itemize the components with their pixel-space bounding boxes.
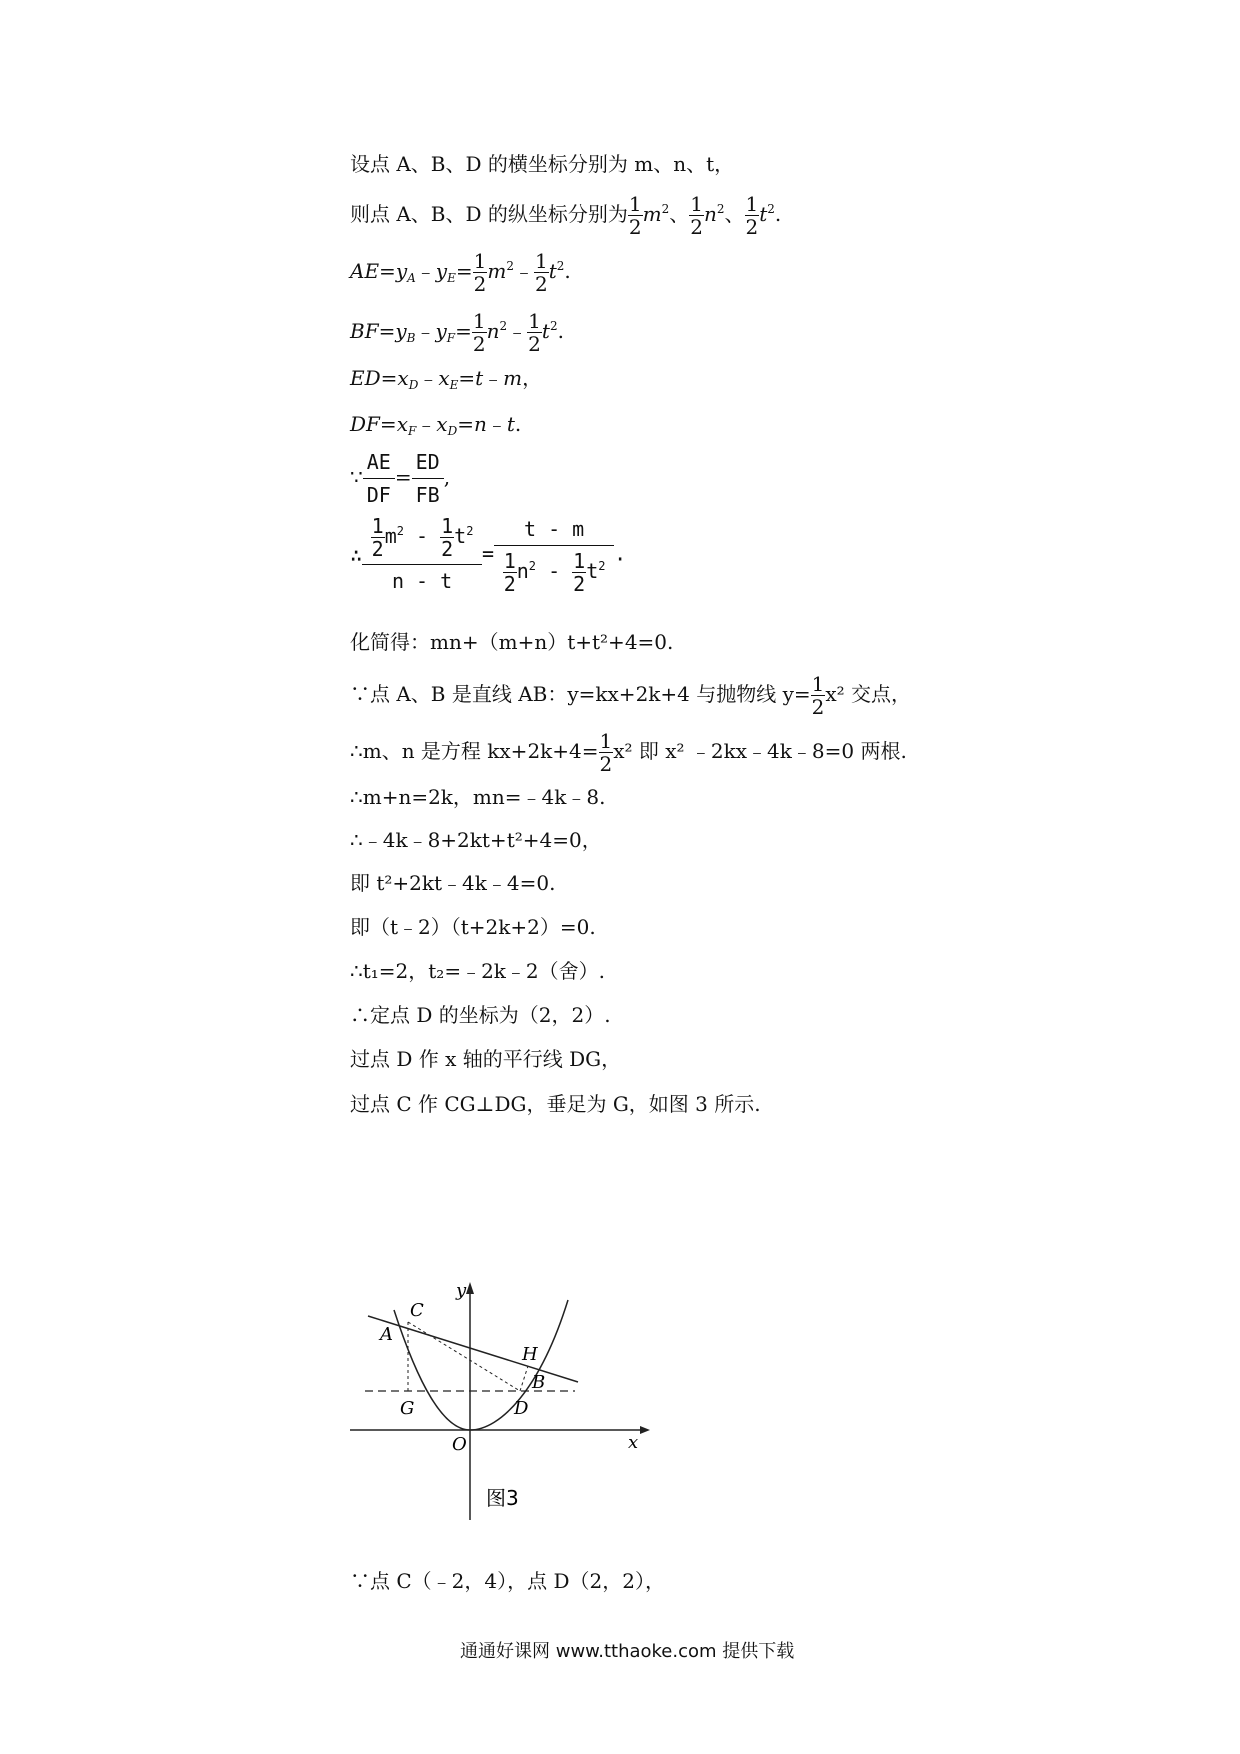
label-x: x: [628, 1432, 639, 1453]
text-line-parallel: 过点 D 作 x 轴的平行线 DG，: [350, 1047, 622, 1071]
segment-dh-dashed: [520, 1366, 528, 1391]
text-line-bf: $BF=y_B﹣y_F=$ $\frac{1}{2}$ $n^2﹣$ $\frac{1}{2}$ $t^2$.: [350, 309, 564, 356]
text-line-factor: 即（t﹣2）（t+2k+2）=0.: [350, 915, 596, 939]
text-line-point-d: ∴定点 D 的坐标为（2，2）.: [350, 1003, 611, 1027]
text-line-ed: $ED=x_D﹣x_E=t﹣m$，: [350, 366, 543, 392]
label-g: G: [400, 1398, 415, 1419]
segment-cd-dashed: [408, 1322, 520, 1391]
text-line-simplify: 化简得：mn+（m+n）t+t²+4=0.: [350, 630, 674, 654]
label-c: C: [410, 1300, 424, 1321]
text-line-perpendicular: 过点 C 作 CG⊥DG，垂足为 G，如图 3 所示.: [350, 1092, 761, 1116]
label-a: A: [380, 1324, 393, 1345]
text-line-roots: ∴m、n 是方程 kx+2k+4= $\frac{1}{2}$ x² 即 x² ﹣2kx﹣4k﹣8=0 两根.: [350, 729, 907, 776]
text-line-1: 设点 A、B、D 的横坐标分别为 m、n、t，: [350, 152, 735, 176]
text-line-solutions: ∴t₁=2，t₂=﹣2k﹣2（舍）.: [350, 959, 605, 983]
label-o: O: [452, 1434, 467, 1455]
text-line-equation: ∴ $\frac{1}{2}$ $m^2$ - $\frac{1}{2}$ $t^2$ n - t = t - m $\frac{1}{2}$ $n^2$ - $\frac{1}{2}$ $t^2$ .: [350, 514, 627, 596]
text-line-df: $DF=x_F﹣x_D=n﹣t$.: [350, 412, 522, 438]
text-line-quadratic: 即 t²+2kt﹣4k﹣4=0.: [350, 871, 556, 895]
text-line-vieta: ∴m+n=2k，mn=﹣4k﹣8.: [350, 785, 606, 809]
label-y: y: [456, 1280, 467, 1301]
x-axis-arrow-icon: [640, 1426, 650, 1434]
label-h: H: [522, 1344, 538, 1365]
text-line-2: 则点 A、B、D 的纵坐标分别为 $\frac{1}{2}$ $m^2$、 $\frac{1}{2}$ $n^2$、 $\frac{1}{2}$ $t^2$.: [350, 192, 782, 239]
y-axis-arrow-icon: [466, 1282, 474, 1294]
text-line-intersection: ∵点 A、B 是直线 AB：y=kx+2k+4 与抛物线 y= $\frac{1}{2}$ x² 交点，: [350, 672, 912, 719]
text-line-ratio: ∵ $\frac{AE}{DF}$ = $\frac{ED}{FB}$ ,: [350, 450, 451, 507]
page-footer: 通通好课网 www.tthaoke.com 提供下载: [460, 1641, 795, 1662]
label-d: D: [514, 1398, 529, 1419]
line-ab: [368, 1316, 578, 1382]
text-line-ae: $AE=y_A﹣y_E=$ $\frac{1}{2}$ $m^2﹣$ $\frac{1}{2}$ $t^2$.: [350, 249, 571, 296]
figure-3-diagram: [350, 1280, 660, 1540]
label-b: B: [532, 1372, 546, 1393]
figure-caption: 图3: [486, 1486, 519, 1510]
text-line-substitute: ∴﹣4k﹣8+2kt+t²+4=0，: [350, 828, 602, 852]
text-line-points-cd: ∵点 C（﹣2，4），点 D（2，2），: [350, 1569, 665, 1593]
